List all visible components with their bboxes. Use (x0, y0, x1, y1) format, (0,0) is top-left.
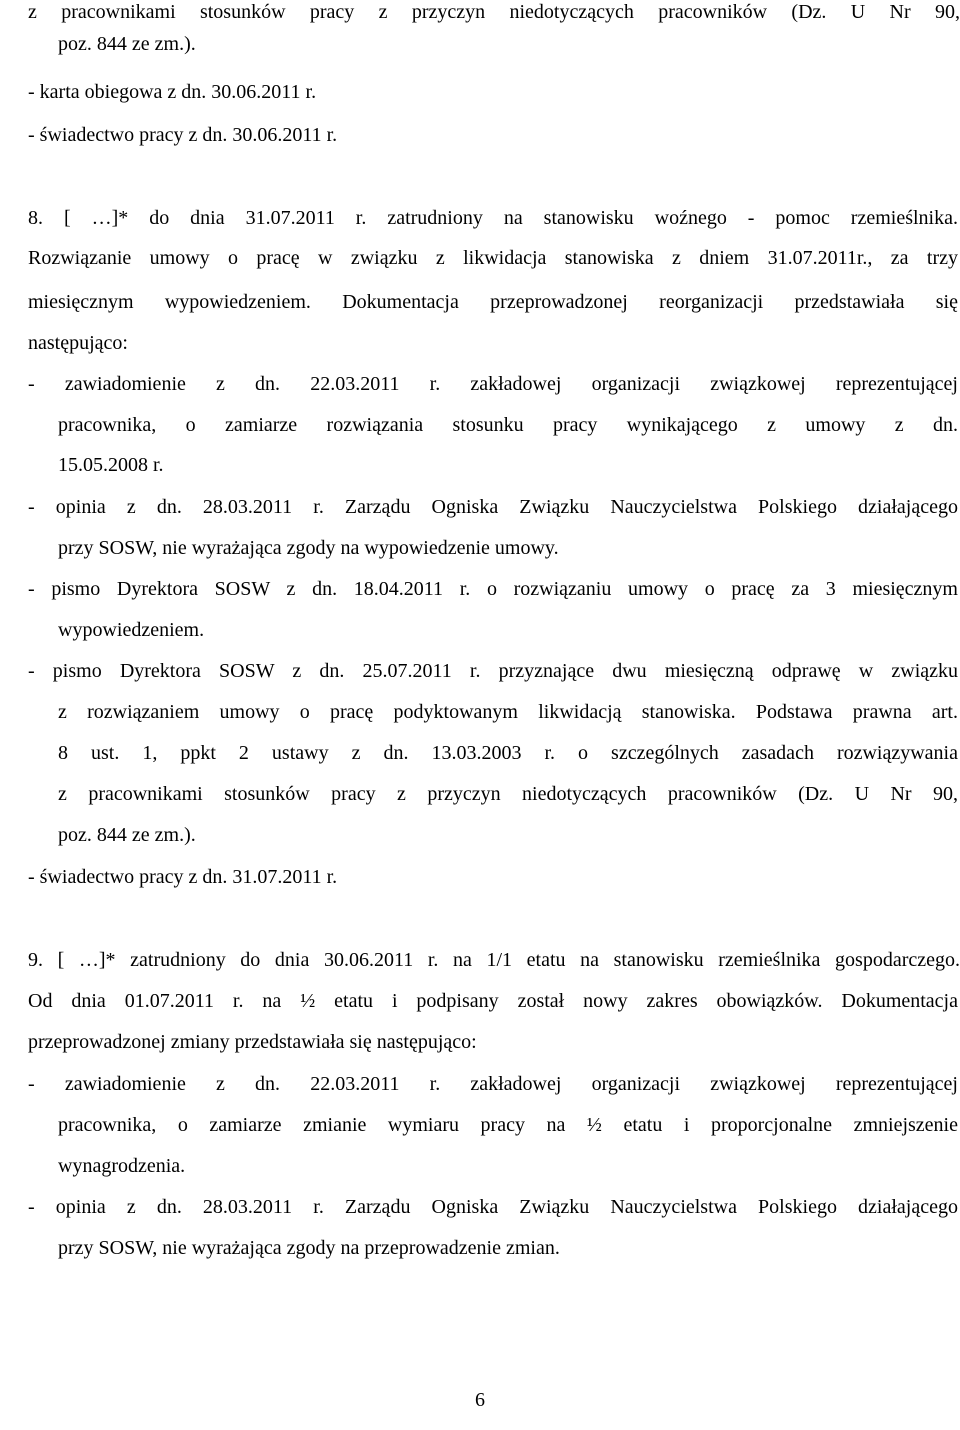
continuation-line: z pracownikami stosunków pracy z przyczyn niedotyczących pracowników (Dz. U Nr 90, (28, 1, 960, 23)
item9-intro-line: Od dnia 01.07.2011 r. na ½ etatu i podpisany został nowy zakres obowiązków. Dokumentacja (28, 990, 958, 1012)
item9-doc-line: - zawiadomienie z dn. 22.03.2011 r. zakładowej organizacji związkowej reprezentującej (28, 1073, 958, 1095)
item9-doc-line: przy SOSW, nie wyrażająca zgody na przeprowadzenie zmian. (58, 1237, 560, 1259)
item9-doc-line: - opinia z dn. 28.03.2011 r. Zarządu Ogniska Związku Nauczycielstwa Polskiego działającego (28, 1196, 958, 1218)
item8-doc-line: - pismo Dyrektora SOSW z dn. 18.04.2011 r. o rozwiązaniu umowy o pracę za 3 miesięcznym (28, 578, 958, 600)
item8-doc-line: poz. 844 ze zm.). (58, 824, 196, 846)
item8-intro-line: miesięcznym wypowiedzeniem. Dokumentacja przeprowadzonej reorganizacji przedstawiała się (28, 291, 958, 313)
continuation-line: - karta obiegowa z dn. 30.06.2011 r. (28, 81, 317, 103)
page-number: 6 (475, 1389, 485, 1411)
item8-doc-line: 15.05.2008 r. (58, 454, 164, 476)
item8-doc-line: - pismo Dyrektora SOSW z dn. 25.07.2011 r. przyznające dwu miesięczną odprawę w związku (28, 660, 958, 682)
item8-doc-line: przy SOSW, nie wyrażająca zgody na wypowiedzenie umowy. (58, 537, 559, 559)
item8-intro-line: następująco: (28, 332, 128, 354)
continuation-line: poz. 844 ze zm.). (58, 33, 196, 55)
item8-doc-line: 8 ust. 1, ppkt 2 ustawy z dn. 13.03.2003 r. o szczególnych zasadach rozwiązywania (58, 742, 958, 764)
item8-doc-line: z pracownikami stosunków pracy z przyczyn niedotyczących pracowników (Dz. U Nr 90, (58, 783, 958, 805)
item8-doc-line: - świadectwo pracy z dn. 31.07.2011 r. (28, 866, 338, 888)
item8-doc-line: - opinia z dn. 28.03.2011 r. Zarządu Ogniska Związku Nauczycielstwa Polskiego działającego (28, 496, 958, 518)
item8-intro-line: Rozwiązanie umowy o pracę w związku z likwidacja stanowiska z dniem 31.07.2011r., za trzy (28, 247, 958, 269)
item9-doc-line: pracownika, o zamiarze zmianie wymiaru pracy na ½ etatu i proporcjonalne zmniejszenie (58, 1114, 958, 1136)
item8-doc-line: z rozwiązaniem umowy o pracę podyktowanym likwidacją stanowiska. Podstawa prawna art. (58, 701, 958, 723)
item8-doc-line: - zawiadomienie z dn. 22.03.2011 r. zakładowej organizacji związkowej reprezentującej (28, 373, 958, 395)
item9-intro-line: 9. [ …]* zatrudniony do dnia 30.06.2011 r. na 1/1 etatu na stanowisku rzemieślnika gospodarczego. (28, 949, 960, 971)
item8-doc-line: pracownika, o zamiarze rozwiązania stosunku pracy wynikającego z umowy z dn. (58, 414, 958, 436)
item9-intro-line: przeprowadzonej zmiany przedstawiała się następująco: (28, 1031, 477, 1053)
item8-doc-line: wypowiedzeniem. (58, 619, 205, 641)
item8-intro-line: 8. [ …]* do dnia 31.07.2011 r. zatrudniony na stanowisku woźnego - pomoc rzemieślnika. (28, 207, 958, 229)
item9-doc-line: wynagrodzenia. (58, 1155, 186, 1177)
continuation-line: - świadectwo pracy z dn. 30.06.2011 r. (28, 124, 338, 146)
